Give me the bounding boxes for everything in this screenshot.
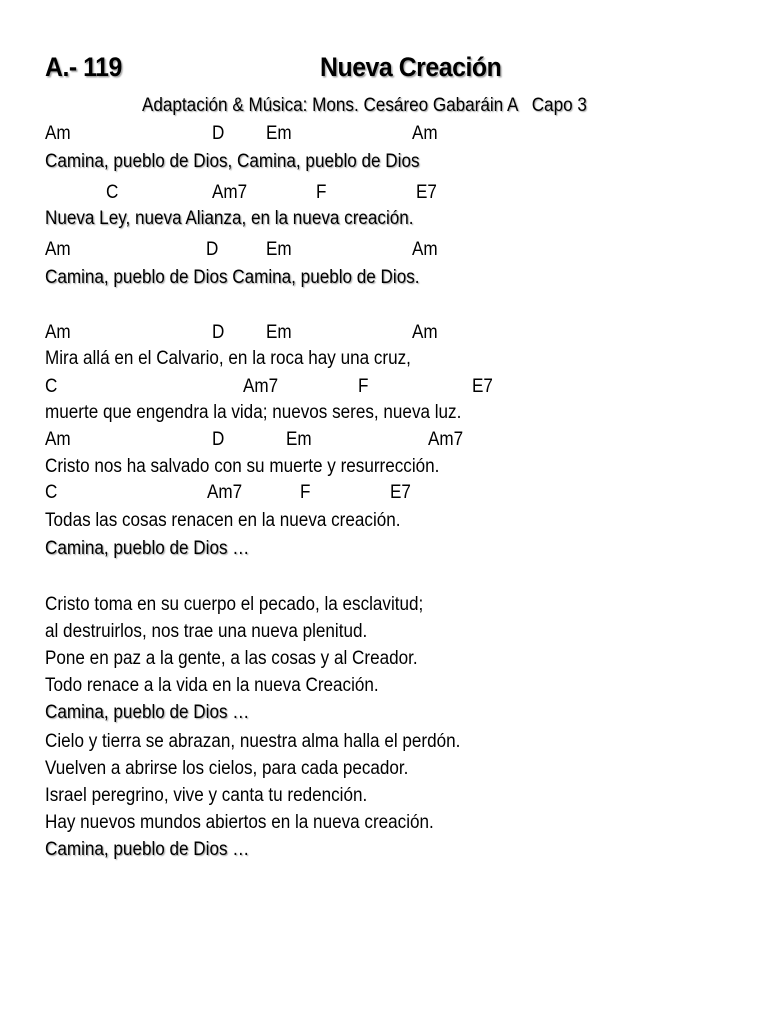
- chord: Am: [45, 322, 71, 343]
- chord: Em: [286, 429, 312, 450]
- lyric-line: Cristo toma en su cuerpo el pecado, la esclavitud;: [45, 594, 424, 615]
- song-number: A.- 119: [45, 52, 122, 82]
- lyric-line: Cielo y tierra se abrazan, nuestra alma halla el perdón.: [45, 731, 461, 752]
- refrain-line: Camina, pueblo de Dios …: [45, 538, 250, 559]
- chord: Am7: [212, 182, 248, 203]
- lyric-line: Camina, pueblo de Dios, Camina, pueblo de Dios: [45, 151, 420, 172]
- refrain-line: Camina, pueblo de Dios …: [45, 839, 250, 860]
- chord: F: [358, 376, 369, 397]
- chord: Am: [45, 239, 71, 260]
- chord: E7: [472, 376, 493, 397]
- lyric-line: al destruirlos, nos trae una nueva plenitud.: [45, 621, 368, 642]
- chord: D: [212, 123, 225, 144]
- lyric-line: Cristo nos ha salvado con su muerte y resurrección.: [45, 456, 440, 477]
- chord: E7: [390, 482, 411, 503]
- chord-line: [0, 429, 768, 451]
- chord: Am: [412, 322, 438, 343]
- chord: Am: [45, 123, 71, 144]
- chord: Em: [266, 322, 292, 343]
- lyric-line: Nueva Ley, nueva Alianza, en la nueva creación.: [45, 208, 414, 229]
- song-credits: Adaptación & Música: Mons. Cesáreo Gabaráin A Capo 3: [142, 95, 587, 116]
- chord-line: [0, 182, 768, 204]
- chord: C: [106, 182, 119, 203]
- chord: Am: [412, 239, 438, 260]
- chord: D: [212, 429, 225, 450]
- lyric-line: Hay nuevos mundos abiertos en la nueva creación.: [45, 812, 434, 833]
- chord-line: [0, 482, 768, 504]
- chord: D: [212, 322, 225, 343]
- chord: C: [45, 376, 58, 397]
- chord: Am7: [207, 482, 243, 503]
- chord-line: [0, 239, 768, 261]
- chord: F: [300, 482, 311, 503]
- chord: Am7: [428, 429, 464, 450]
- lyric-line: Pone en paz a la gente, a las cosas y al Creador.: [45, 648, 418, 669]
- lyric-line: muerte que engendra la vida; nuevos seres, nueva luz.: [45, 402, 462, 423]
- chord: C: [45, 482, 58, 503]
- chord: Am: [45, 429, 71, 450]
- chord-line: [0, 322, 768, 344]
- lyric-line: Vuelven a abrirse los cielos, para cada pecador.: [45, 758, 409, 779]
- refrain-line: Camina, pueblo de Dios …: [45, 702, 250, 723]
- chord: Am: [412, 123, 438, 144]
- lyric-line: Todo renace a la vida en la nueva Creación.: [45, 675, 379, 696]
- chord: D: [206, 239, 219, 260]
- chord: F: [316, 182, 327, 203]
- chord-line: [0, 123, 768, 145]
- lyric-line: Todas las cosas renacen en la nueva creación.: [45, 510, 401, 531]
- chord-line: [0, 376, 768, 398]
- lyric-line: Camina, pueblo de Dios Camina, pueblo de Dios.: [45, 267, 420, 288]
- title-row: [45, 52, 745, 88]
- lyric-line: Israel peregrino, vive y canta tu redención.: [45, 785, 368, 806]
- song-title: Nueva Creación: [320, 52, 502, 82]
- lyric-line: Mira allá en el Calvario, en la roca hay una cruz,: [45, 348, 411, 369]
- chord: Em: [266, 123, 292, 144]
- chord: E7: [416, 182, 437, 203]
- chord: Am7: [243, 376, 279, 397]
- chord: Em: [266, 239, 292, 260]
